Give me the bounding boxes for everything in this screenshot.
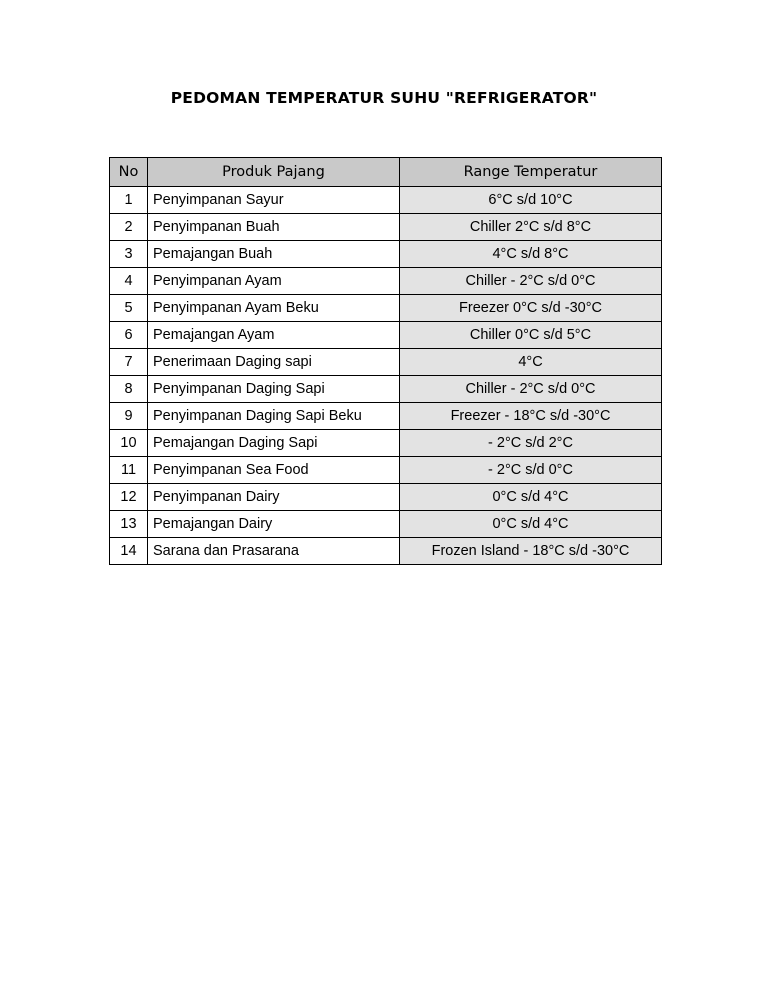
row-product: Penyimpanan Sea Food (148, 457, 400, 484)
row-product: Pemajangan Ayam (148, 322, 400, 349)
table-row (110, 268, 662, 295)
row-range: Chiller - 2°C s/d 0°C (400, 376, 662, 403)
row-product: Penyimpanan Daging Sapi Beku (148, 403, 400, 430)
table-row (110, 403, 662, 430)
row-range: Frozen Island - 18°C s/d -30°C (400, 538, 662, 565)
table-row (110, 484, 662, 511)
row-no: 13 (110, 511, 148, 538)
row-no: 12 (110, 484, 148, 511)
row-product: Pemajangan Daging Sapi (148, 430, 400, 457)
temperature-table (109, 157, 662, 565)
row-no: 3 (110, 241, 148, 268)
table-row (110, 511, 662, 538)
row-no: 10 (110, 430, 148, 457)
row-range: Chiller - 2°C s/d 0°C (400, 268, 662, 295)
header-product: Produk Pajang (148, 158, 400, 187)
row-range: 4°C s/d 8°C (400, 241, 662, 268)
row-range: Chiller 0°C s/d 5°C (400, 322, 662, 349)
row-no: 5 (110, 295, 148, 322)
row-no: 1 (110, 187, 148, 214)
row-product: Penyimpanan Dairy (148, 484, 400, 511)
row-no: 14 (110, 538, 148, 565)
row-product: Penyimpanan Sayur (148, 187, 400, 214)
table-row (110, 322, 662, 349)
row-range: - 2°C s/d 0°C (400, 457, 662, 484)
table-row (110, 241, 662, 268)
row-product: Sarana dan Prasarana (148, 538, 400, 565)
row-no: 8 (110, 376, 148, 403)
table-header-row (110, 158, 662, 187)
row-product: Penyimpanan Ayam Beku (148, 295, 400, 322)
table-row (110, 538, 662, 565)
row-no: 7 (110, 349, 148, 376)
header-no: No (110, 158, 148, 187)
row-product: Penyimpanan Ayam (148, 268, 400, 295)
row-range: Freezer 0°C s/d -30°C (400, 295, 662, 322)
row-range: 0°C s/d 4°C (400, 511, 662, 538)
row-product: Penyimpanan Buah (148, 214, 400, 241)
row-product: Pemajangan Dairy (148, 511, 400, 538)
row-product: Penerimaan Daging sapi (148, 349, 400, 376)
row-range: - 2°C s/d 2°C (400, 430, 662, 457)
row-range: 4°C (400, 349, 662, 376)
page-title: PEDOMAN TEMPERATUR SUHU "REFRIGERATOR" (170, 89, 598, 107)
table-row (110, 349, 662, 376)
row-range: Chiller 2°C s/d 8°C (400, 214, 662, 241)
table-row (110, 187, 662, 214)
table-row (110, 295, 662, 322)
table-row (110, 457, 662, 484)
table-row (110, 430, 662, 457)
row-range: 6°C s/d 10°C (400, 187, 662, 214)
table-row (110, 376, 662, 403)
row-no: 9 (110, 403, 148, 430)
row-product: Penyimpanan Daging Sapi (148, 376, 400, 403)
row-range: 0°C s/d 4°C (400, 484, 662, 511)
row-range: Freezer - 18°C s/d -30°C (400, 403, 662, 430)
row-no: 6 (110, 322, 148, 349)
table-row (110, 214, 662, 241)
row-no: 11 (110, 457, 148, 484)
row-no: 2 (110, 214, 148, 241)
header-range: Range Temperatur (400, 158, 662, 187)
row-no: 4 (110, 268, 148, 295)
row-product: Pemajangan Buah (148, 241, 400, 268)
